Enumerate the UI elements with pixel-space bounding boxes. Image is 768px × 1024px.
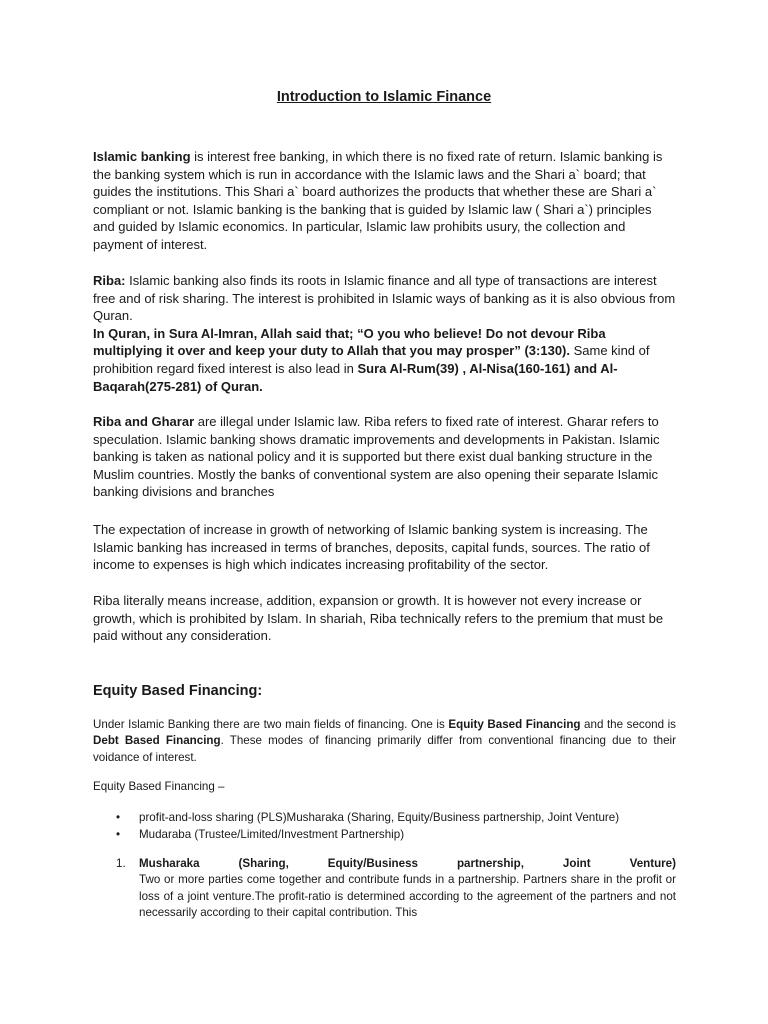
paragraph-growth: The expectation of increase in growth of networking of Islamic banking system is increasing. The Islamic banking has increased in terms of branches, deposits, capital funds, sources. The ratio of income to expenses is high which indicates increasing profitability of the sector. — [93, 522, 650, 573]
list-item-heading: Musharaka (Sharing, Equity/Business partnership, Joint Venture) — [139, 857, 676, 870]
bold-term: Equity Based Financing — [448, 718, 581, 731]
equity-financing-label: Equity Based Financing – — [93, 780, 225, 793]
paragraph-financing-fields — [93, 717, 676, 766]
financing-bullet-list — [93, 809, 676, 843]
numbered-list-item — [93, 856, 676, 922]
paragraph-islamic-banking — [93, 148, 676, 254]
document-title: Introduction to Islamic Finance — [276, 89, 492, 105]
bold-term: Islamic banking — [93, 149, 191, 164]
bullet-icon: • — [116, 828, 121, 841]
bold-term: Debt Based Financing — [93, 734, 221, 748]
list-item-text: Two or more parties come together and contribute funds in a partnership. Partners share in the profit or loss of a joint venture.The profit-ratio is determined according to the agreement of the partners and not necessarily according to their capital contribution. This — [139, 873, 676, 920]
paragraph-text: Under Islamic Banking there are two main fields of financing. One is — [93, 718, 449, 731]
paragraph-riba — [93, 272, 676, 395]
list-item-content — [139, 856, 676, 922]
paragraph-riba-gharar — [93, 413, 676, 501]
paragraph-text: Islamic banking also finds its roots in Islamic finance and all type of transactions are interest free and of risk sharing. The interest is prohibited in Islamic ways of banking as it is also obvious from Quran. — [93, 273, 676, 324]
paragraph-text: is interest free banking, in which there is no fixed rate of return. Islamic banking is the banking system which is run in accordance with the Islamic laws and the Shari a` board; that guides the institutions. This Shari a` board authorizes the products that whether these are Shari a` compliant or not. Islamic banking is the banking that is guided by Islamic law ( Shari a`) principles and guided by Islamic economics. In particular, Islamic law prohibits usury, the collection and payment of interest. — [93, 149, 663, 252]
paragraph-text: are illegal under Islamic law. Riba refers to fixed rate of interest. Gharar refers to speculation. Islamic banking shows dramatic improvements and developments in Pakistan. Islamic banking is taken as national policy and it is supported but there exist dual banking structure in the Muslim countries. Mostly the banks of conventional system are also opening their separate Islamic banking divisions and branches — [93, 414, 660, 500]
list-item — [93, 809, 676, 826]
list-item-text: profit-and-loss sharing (PLS)Musharaka (Sharing, Equity/Business partnership, Joint Venture) — [139, 811, 620, 824]
bullet-icon: • — [116, 811, 121, 824]
list-item-text: Mudaraba (Trustee/Limited/Investment Partnership) — [139, 828, 405, 841]
section-heading: Equity Based Financing: — [93, 683, 263, 699]
list-number: 1. — [116, 857, 126, 870]
list-item — [93, 826, 676, 843]
paragraph-riba-meaning: Riba literally means increase, addition, expansion or growth. It is however not every increase or growth, which is prohibited by Islam. In shariah, Riba technically refers to the premium that must be paid without any consideration. — [93, 593, 664, 644]
paragraph-text: Same kind of prohibition regard fixed interest is also lead in — [93, 343, 650, 376]
bold-reference: Sura Al-Rum(39) , Al-Nisa(160-161) and Al-Baqarah(275-281) of Quran. — [93, 360, 618, 394]
bold-term: Riba: — [93, 273, 126, 288]
bold-term: Riba and Gharar — [93, 414, 195, 429]
bold-quote: In Quran, in Sura Al-Imran, Allah said that; “O you who believe! Do not devour Riba multiplying it over and keep your duty to Allah that you may prosper” (3:130). — [93, 325, 606, 359]
paragraph-text: . These modes of financing primarily differ from conventional financing due to their voidance of interest. — [93, 734, 676, 764]
paragraph-text: and the second is — [580, 718, 676, 731]
